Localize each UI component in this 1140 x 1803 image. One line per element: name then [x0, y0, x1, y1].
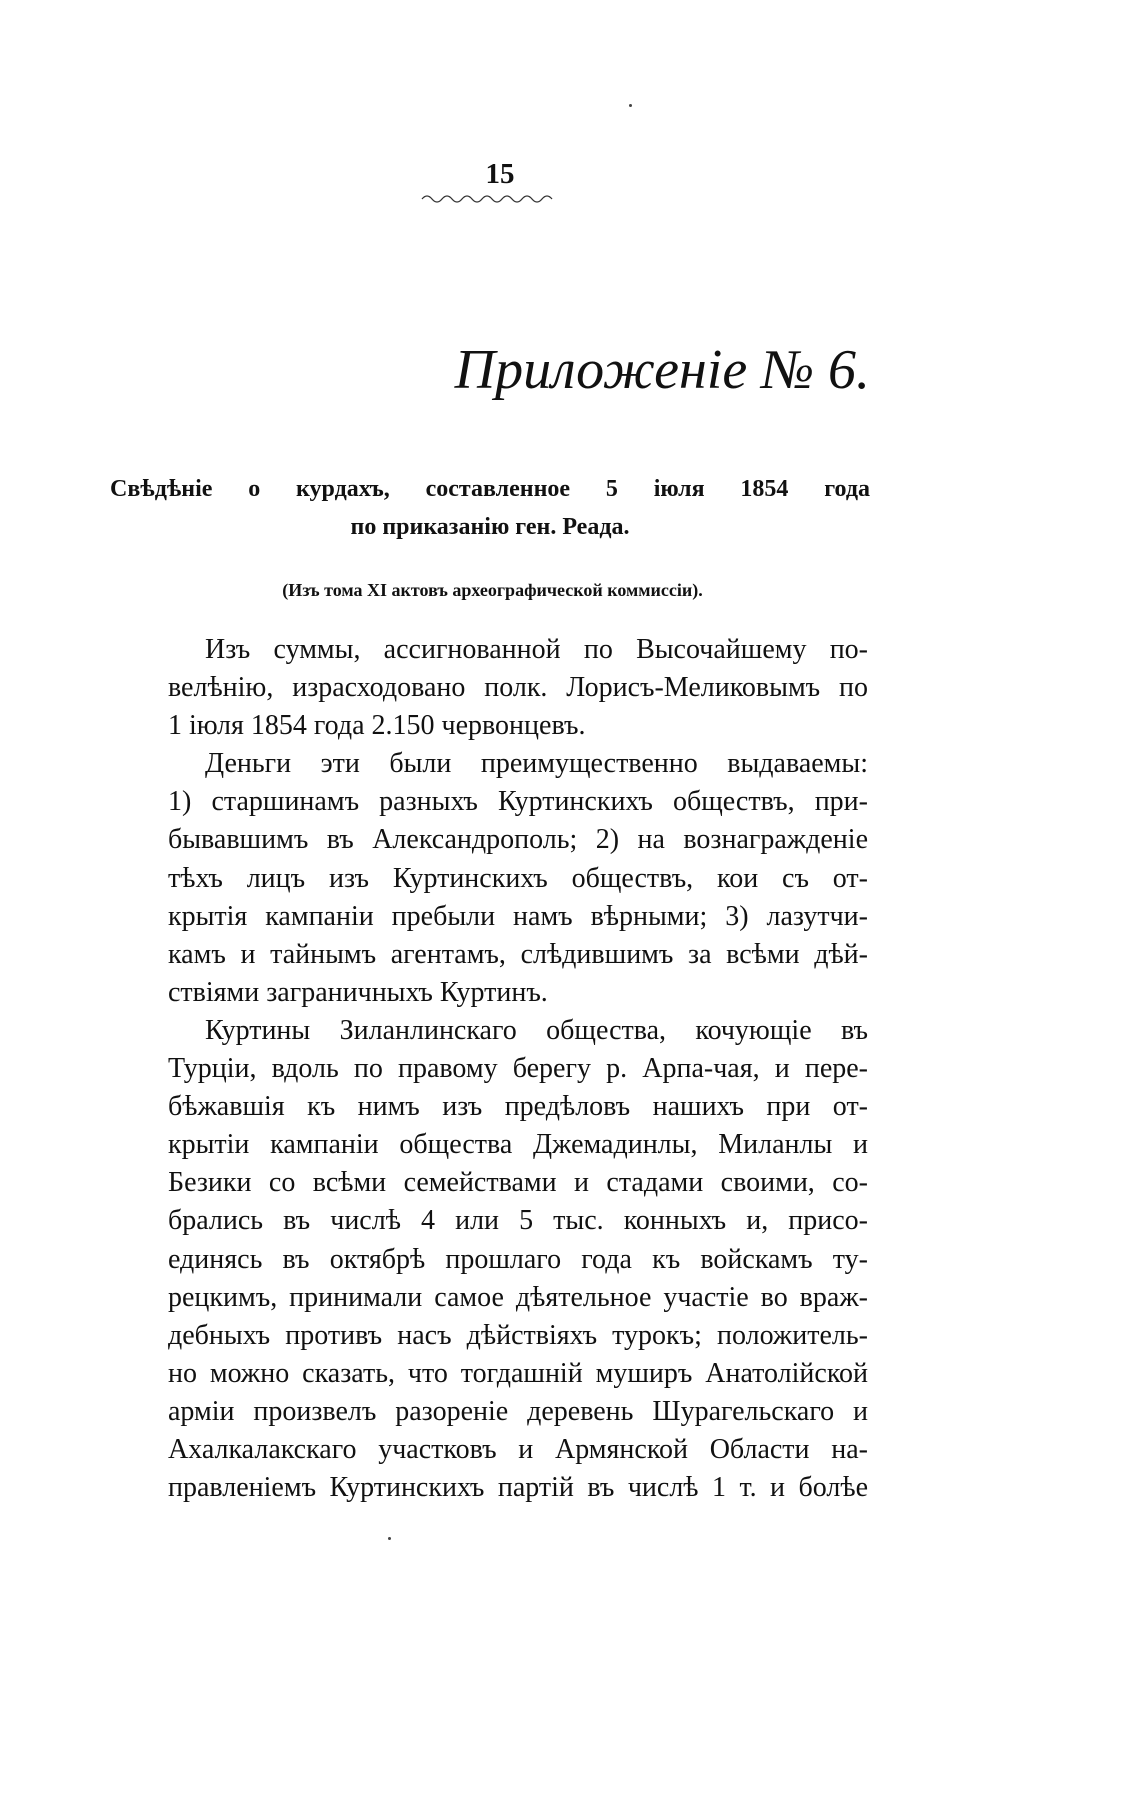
paragraph-1 [168, 631, 868, 745]
text-line: бывавшимъ въ Александрополь; 2) на вознагражденіе [168, 824, 868, 856]
text-line: Безики со всѣми семействами и стадами своими, со- [168, 1167, 868, 1199]
text-line: но можно сказать, что тогдашній муширъ Анатолійской [168, 1357, 868, 1389]
text-line: правленіемъ Куртинскихъ партій въ числѣ 1 т. и болѣе [168, 1472, 868, 1504]
appendix-title: Приложеніе № 6. [454, 339, 870, 401]
text-line: крытіи кампаніи общества Джемадинлы, Миланлы и [168, 1129, 868, 1161]
text-line: брались въ числѣ 4 или 5 тыс. конныхъ и, присо- [168, 1205, 868, 1237]
heading-line-2: по приказанію ген. Реада. [350, 514, 630, 540]
text-line: Деньги эти были преимущественно выдаваемы: [205, 748, 868, 780]
text-line: бѣжавшія къ нимъ изъ предѣловъ нашихъ при от- [168, 1091, 868, 1123]
text-line: единясь въ октябрѣ прошлаго года къ войскамъ ту- [168, 1243, 868, 1275]
text-line: тѣхъ лицъ изъ Куртинскихъ обществъ, кои съ от- [168, 862, 868, 894]
body-text [168, 631, 868, 1507]
heading-line-1: Свѣдѣніе о курдахъ, составленное 5 іюля 1854 года [110, 476, 870, 502]
scan-speck [388, 1537, 391, 1540]
paragraph-3 [168, 1012, 868, 1507]
scan-speck [629, 104, 632, 107]
source-note: (Изъ тома XI актовъ археографической коммиссіи). [282, 580, 703, 600]
page-number: 15 [485, 158, 515, 190]
text-line: 1 іюля 1854 года 2.150 червонцевъ. [168, 710, 586, 742]
text-line: велѣнію, израсходовано полк. Лорисъ-Меликовымъ по [168, 672, 868, 704]
text-line: рецкимъ, принимали самое дѣятельное участіе во враж- [168, 1281, 868, 1313]
text-line: Изъ суммы, ассигнованной по Высочайшему по- [205, 634, 868, 665]
text-line: ствіями заграничныхъ Куртинъ. [168, 976, 548, 1008]
text-line: Турціи, вдоль по правому берегу р. Арпа-чая, и пере- [168, 1053, 868, 1085]
paragraph-2 [168, 745, 868, 1012]
text-line: арміи произвелъ разореніе деревень Шурагельскаго и [168, 1395, 868, 1427]
text-line: крытія кампаніи пребыли намъ вѣрными; 3) лазутчи- [168, 900, 868, 932]
page-number-ornament [420, 190, 555, 204]
text-line: 1) старшинамъ разныхъ Куртинскихъ обществъ, при- [168, 786, 868, 818]
text-line: камъ и тайнымъ агентамъ, слѣдившимъ за всѣми дѣй- [168, 938, 868, 970]
document-heading [110, 470, 870, 546]
text-line: дебныхъ противъ насъ дѣйствіяхъ турокъ; положитель- [168, 1319, 868, 1351]
text-line: Куртины Зиланлинскаго общества, кочующіе въ [205, 1014, 868, 1046]
text-line: Ахалкалакскаго участковъ и Армянской Области на- [168, 1433, 868, 1465]
